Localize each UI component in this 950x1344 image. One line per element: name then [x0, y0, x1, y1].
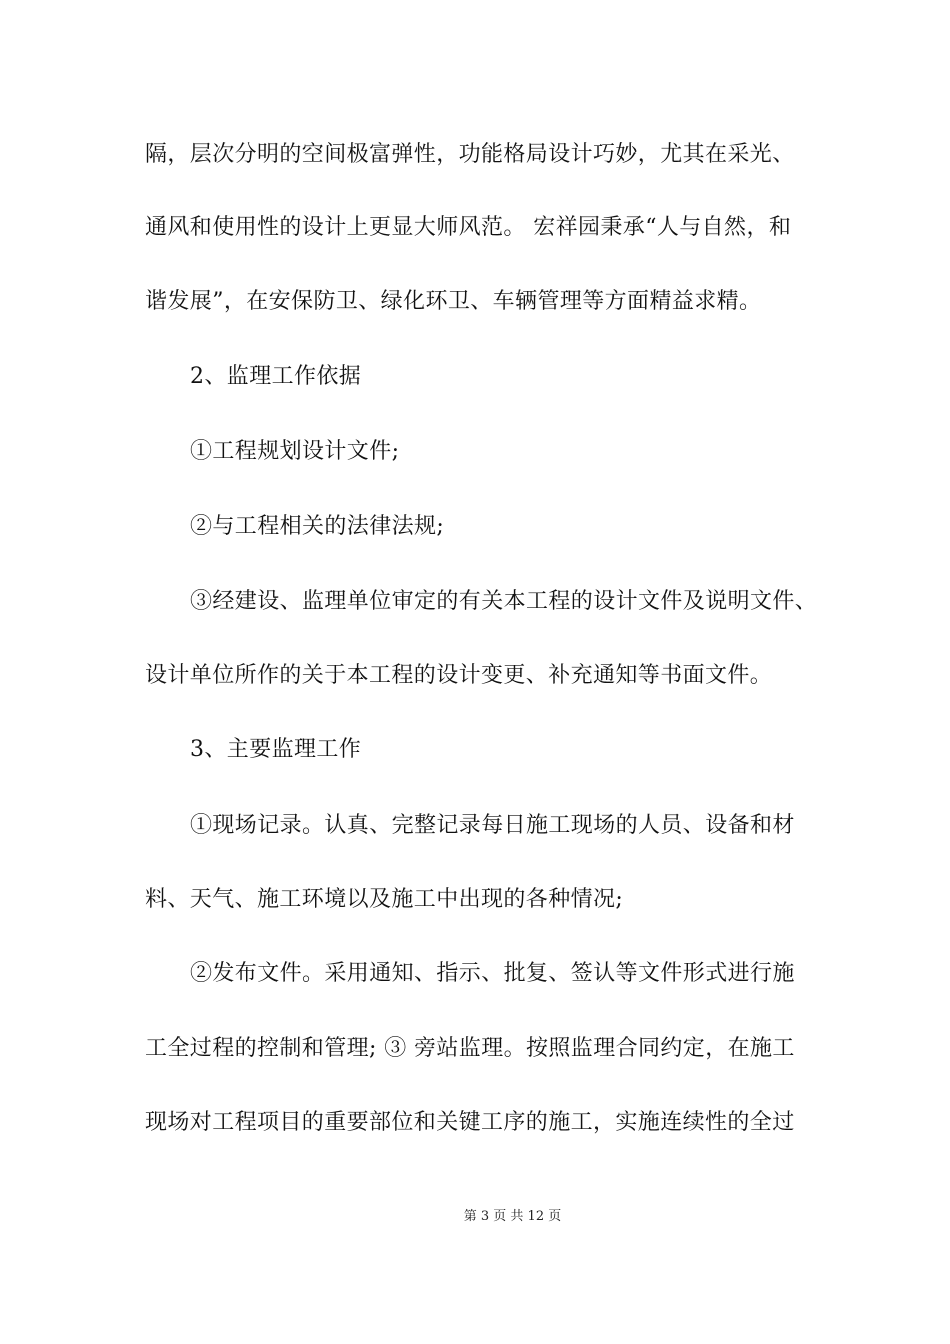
- list-item: ②与工程相关的法律法规;: [190, 514, 445, 539]
- list-item: ③经建设、监理单位审定的有关本工程的设计文件及说明文件、: [190, 589, 818, 614]
- section-heading: 2、监理工作依据: [190, 364, 362, 389]
- paragraph-line: 现场对工程项目的重要部位和关键工序的施工，实施连续性的全过: [145, 1110, 795, 1135]
- paragraph-line: 通风和使用性的设计上更显大师风范。 宏祥园秉承“人与自然，和: [145, 215, 792, 240]
- paragraph-line: 隔，层次分明的空间极富弹性，功能格局设计巧妙，尤其在采光、: [145, 142, 795, 167]
- list-item: ①工程规划设计文件;: [190, 439, 400, 464]
- paragraph-line: 工全过程的控制和管理; ③ 旁站监理。按照监理合同约定，在施工: [145, 1036, 795, 1061]
- paragraph-line: 料、天气、施工环境以及施工中出现的各种情况;: [145, 887, 624, 912]
- list-item: ①现场记录。认真、完整记录每日施工现场的人员、设备和材: [190, 813, 795, 838]
- list-item: ②发布文件。采用通知、指示、批复、签认等文件形式进行施: [190, 961, 795, 986]
- paragraph-line: 谐发展”，在安保防卫、绿化环卫、车辆管理等方面精益求精。: [145, 289, 762, 314]
- paragraph-line: 设计单位所作的关于本工程的设计变更、补充通知等书面文件。: [145, 663, 773, 688]
- page-number-footer: 第 3 页 共 12 页: [463, 1209, 562, 1224]
- section-heading: 3、主要监理工作: [190, 737, 362, 762]
